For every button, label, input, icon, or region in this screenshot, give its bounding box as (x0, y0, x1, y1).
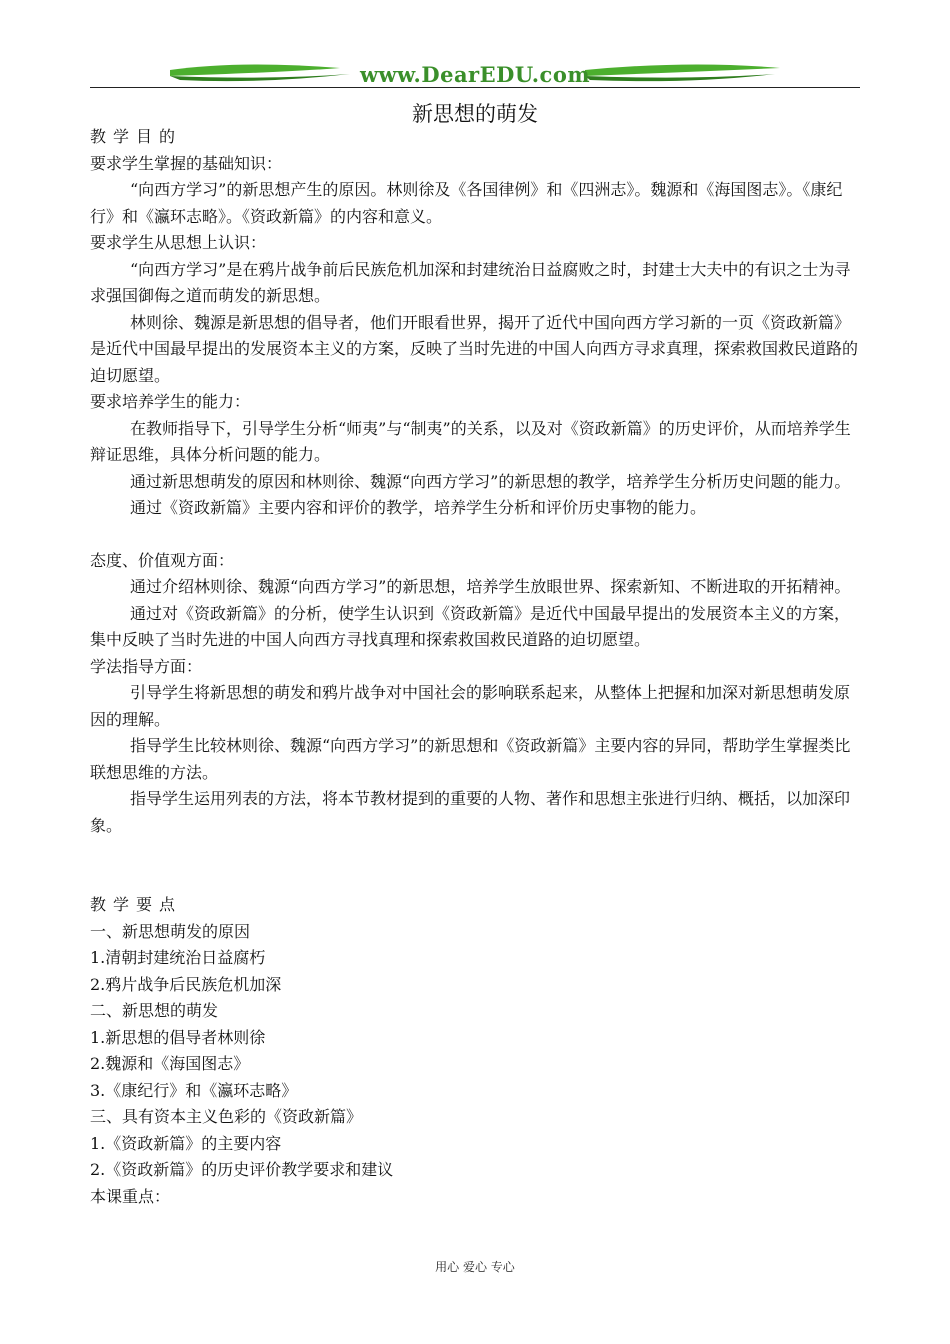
label-method: 学法指导方面： (90, 656, 203, 676)
page-title: 新思想的萌发 (412, 102, 538, 126)
paragraph-ability-1: 在教师指导下，引导学生分析“师夷”与“制夷”的关系，以及对《资政新篇》的历史评价，从而培养学生辩证思维，具体分析问题的能力。 (90, 418, 851, 464)
paragraph-attitude-2: 通过对《资政新篇》的分析，使学生认识到《资政新篇》是近代中国最早提出的发展资本主义的方案，集中反映了当时先进的中国人向西方寻找真理和探索救国救民道路的迫切愿望。 (90, 603, 851, 649)
list-item: 1.《资政新篇》的主要内容 (90, 1133, 282, 1153)
list-item: 3.《康纪行》和《瀛环志略》 (90, 1080, 298, 1100)
section-heading-key-points: 教学要点 (90, 895, 183, 914)
paragraph-thought-1: “向西方学习”是在鸦片战争前后民族危机加深和封建统治日益腐败之时，封建士大夫中的有识之士为寻求强国御侮之道而萌发的新思想。 (90, 259, 851, 305)
paragraph-method-3: 指导学生运用列表的方法，将本节教材提到的重要的人物、著作和思想主张进行归纳、概括，以加深印象。 (90, 789, 851, 835)
list-item: 2.《资政新篇》的历史评价教学要求和建议 (90, 1160, 394, 1179)
document-body (90, 124, 860, 1210)
paragraph-thought-2: 林则徐、魏源是新思想的倡导者，他们开眼看世界，揭开了近代中国向西方学习新的一页《资政新篇》是近代中国最早提出的发展资本主义的方案，反映了当时先进的中国人向西方寻求真理，探索救国救民道路的迫切愿望。 (90, 312, 859, 385)
label-thought: 要求学生从思想上认识： (90, 233, 267, 252)
paragraph-basic-knowledge: “向西方学习”的新思想产生的原因。林则徐及《各国律例》和《四洲志》。魏源和《海国图志》。《康纪行》和《瀛环志略》。《资政新篇》的内容和意义。 (90, 180, 843, 226)
paragraph-ability-3: 通过《资政新篇》主要内容和评价的教学，培养学生分析和评价历史事物的能力。 (130, 498, 707, 517)
list-item: 本课重点： (90, 1186, 171, 1206)
section-heading-objectives: 教学目的 (90, 127, 183, 146)
label-attitude: 态度、价值观方面： (90, 550, 235, 570)
list-item: 一、新思想萌发的原因 (90, 921, 251, 941)
paragraph-attitude-1: 通过介绍林则徐、魏源“向西方学习”的新思想，培养学生放眼世界、探索新知、不断进取的开拓精神。 (130, 577, 851, 596)
list-item: 1.新思想的倡导者林则徐 (90, 1027, 266, 1047)
list-item: 二、新思想的萌发 (90, 1001, 219, 1020)
label-ability: 要求培养学生的能力： (90, 392, 251, 411)
site-logo-text[interactable]: www.DearEDU.com (359, 62, 591, 87)
list-item: 1.清朝封建统治日益腐朽 (90, 948, 266, 967)
list-item: 三、具有资本主义色彩的《资政新篇》 (90, 1107, 363, 1126)
paragraph-method-2: 指导学生比较林则徐、魏源“向西方学习”的新思想和《资政新篇》主要内容的异同，帮助学生掌握类比联想思维的方法。 (90, 736, 851, 782)
paragraph-ability-2: 通过新思想萌发的原因和林则徐、魏源“向西方学习”的新思想的教学，培养学生分析历史问题的能力。 (130, 471, 851, 491)
page-footer: 用心 爱心 专心 (435, 1260, 515, 1274)
paragraph-method-1: 引导学生将新思想的萌发和鸦片战争对中国社会的影响联系起来，从整体上把握和加深对新思想萌发原因的理解。 (90, 683, 851, 729)
list-item: 2.魏源和《海国图志》 (90, 1054, 250, 1073)
header-rule (90, 87, 860, 88)
list-item: 2.鸦片战争后民族危机加深 (90, 974, 282, 994)
label-basic-knowledge: 要求学生掌握的基础知识： (90, 153, 283, 173)
site-header (90, 58, 860, 90)
